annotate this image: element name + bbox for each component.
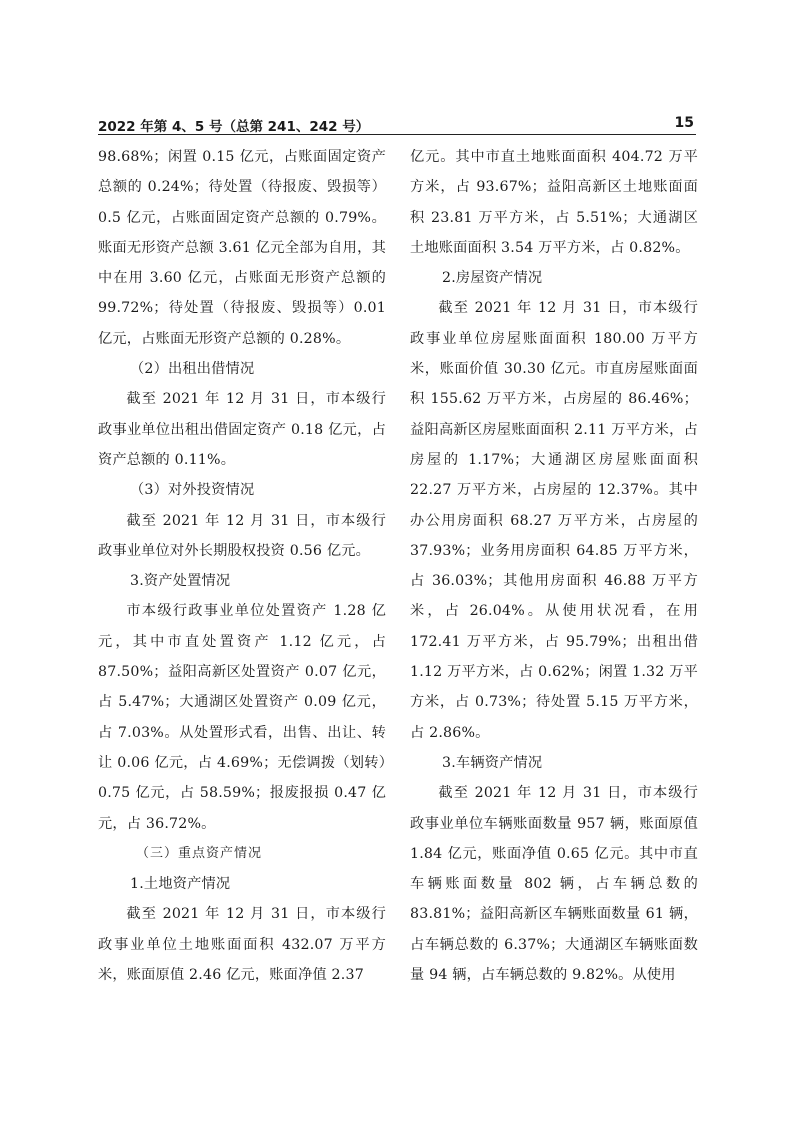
paragraph: 截至 2021 年 12 月 31 日，市本级行政事业单位房屋账面面积 180.00 万平方米，账面价值 30.30 亿元。市直房屋账面面积 155.62 万平方米，占房屋的 86.46%；益阳高新区房屋账面面积 2.11 万平方米，占房屋的 1.17%；大通湖区房屋账面面积 22.27 万平方米，占房屋的 12.37%。其中办公用房面积 68.27 万平方米，占房屋的 37.93%；业务用房面积 64.85 万平方米，占 36.03%；其他用房面积 46.88 万平方米，占 26.04%。从使用状况看，在用 172.41 万平方米，占 95.79%；出租出借 1.12 万平方米，占 0.62%；闲置 1.32 万平方米，占 0.73%；待处置 5.15 万平方米，占 2.86%。 <box>410 300 698 741</box>
section-heading: 3.资产处置情况 <box>130 573 231 590</box>
section-heading: （三）重点资产情况 <box>136 845 263 861</box>
running-header <box>98 112 696 135</box>
section-heading: 2.房屋资产情况 <box>442 270 543 287</box>
paragraph: 截至 2021 年 12 月 31 日，市本级行政事业单位土地账面面积 432.07 万平方米，账面原值 2.46 亿元，账面净值 2.37 <box>98 906 386 984</box>
right-column <box>410 142 698 990</box>
subsection-heading: （3）对外投资情况 <box>130 482 255 499</box>
paragraph: 市本级行政事业单位处置资产 1.28 亿元，其中市直处置资产 1.12 亿元，占 87.50%；益阳高新区处置资产 0.07 亿元，占 5.47%；大通湖区处置资产 0.09 亿元，占 7.03%。从处置形式看，出售、出让、转让 0.06 亿元，占 4.69%；无偿调拨（划转）0.75 亿元，占 58.59%；报废报损 0.47 亿元，占 36.72%。 <box>98 603 386 832</box>
paragraph: 截至 2021 年 12 月 31 日，市本级行政事业单位出租出借固定资产 0.18 亿元，占资产总额的 0.11%。 <box>98 391 386 468</box>
section-heading: 1.土地资产情况 <box>130 876 231 893</box>
journal-issue-label: 2022 年第 4、5 号（总第 241、242 号） <box>98 119 370 135</box>
paragraph: 截至 2021 年 12 月 31 日，市本级行政事业单位对外长期股权投资 0.56 亿元。 <box>98 512 386 559</box>
subsection-heading: （2）出租出借情况 <box>130 361 255 378</box>
paragraph: 98.68%；闲置 0.15 亿元，占账面固定资产总额的 0.24%；待处置（待报废、毁损等）0.5 亿元，占账面固定资产总额的 0.79%。账面无形资产总额 3.61 亿元全部为自用，其中在用 3.60 亿元，占账面无形资产总额的 99.72%；待处置（待报废、毁损等）0.01 亿元，占账面无形资产总额的 0.28%。 <box>98 149 386 347</box>
paragraph: 亿元。其中市直土地账面面积 404.72 万平方米，占 93.67%；益阳高新区土地账面面积 23.81 万平方米，占 5.51%；大通湖区土地账面面积 3.54 万平方米，占 0.82%。 <box>410 149 698 256</box>
page-number: 15 <box>674 115 694 131</box>
paragraph: 截至 2021 年 12 月 31 日，市本级行政事业单位车辆账面数量 957 辆，账面原值 1.84 亿元，账面净值 0.65 亿元。其中市直车辆账面数量 802 辆，占车辆总数的 83.81%；益阳高新区车辆账面数量 61 辆，占车辆总数的 6.37%；大通湖区车辆账面数量 94 辆，占车辆总数的 9.82%。从使用 <box>410 785 698 984</box>
left-column <box>98 142 386 990</box>
section-heading: 3.车辆资产情况 <box>442 754 543 771</box>
